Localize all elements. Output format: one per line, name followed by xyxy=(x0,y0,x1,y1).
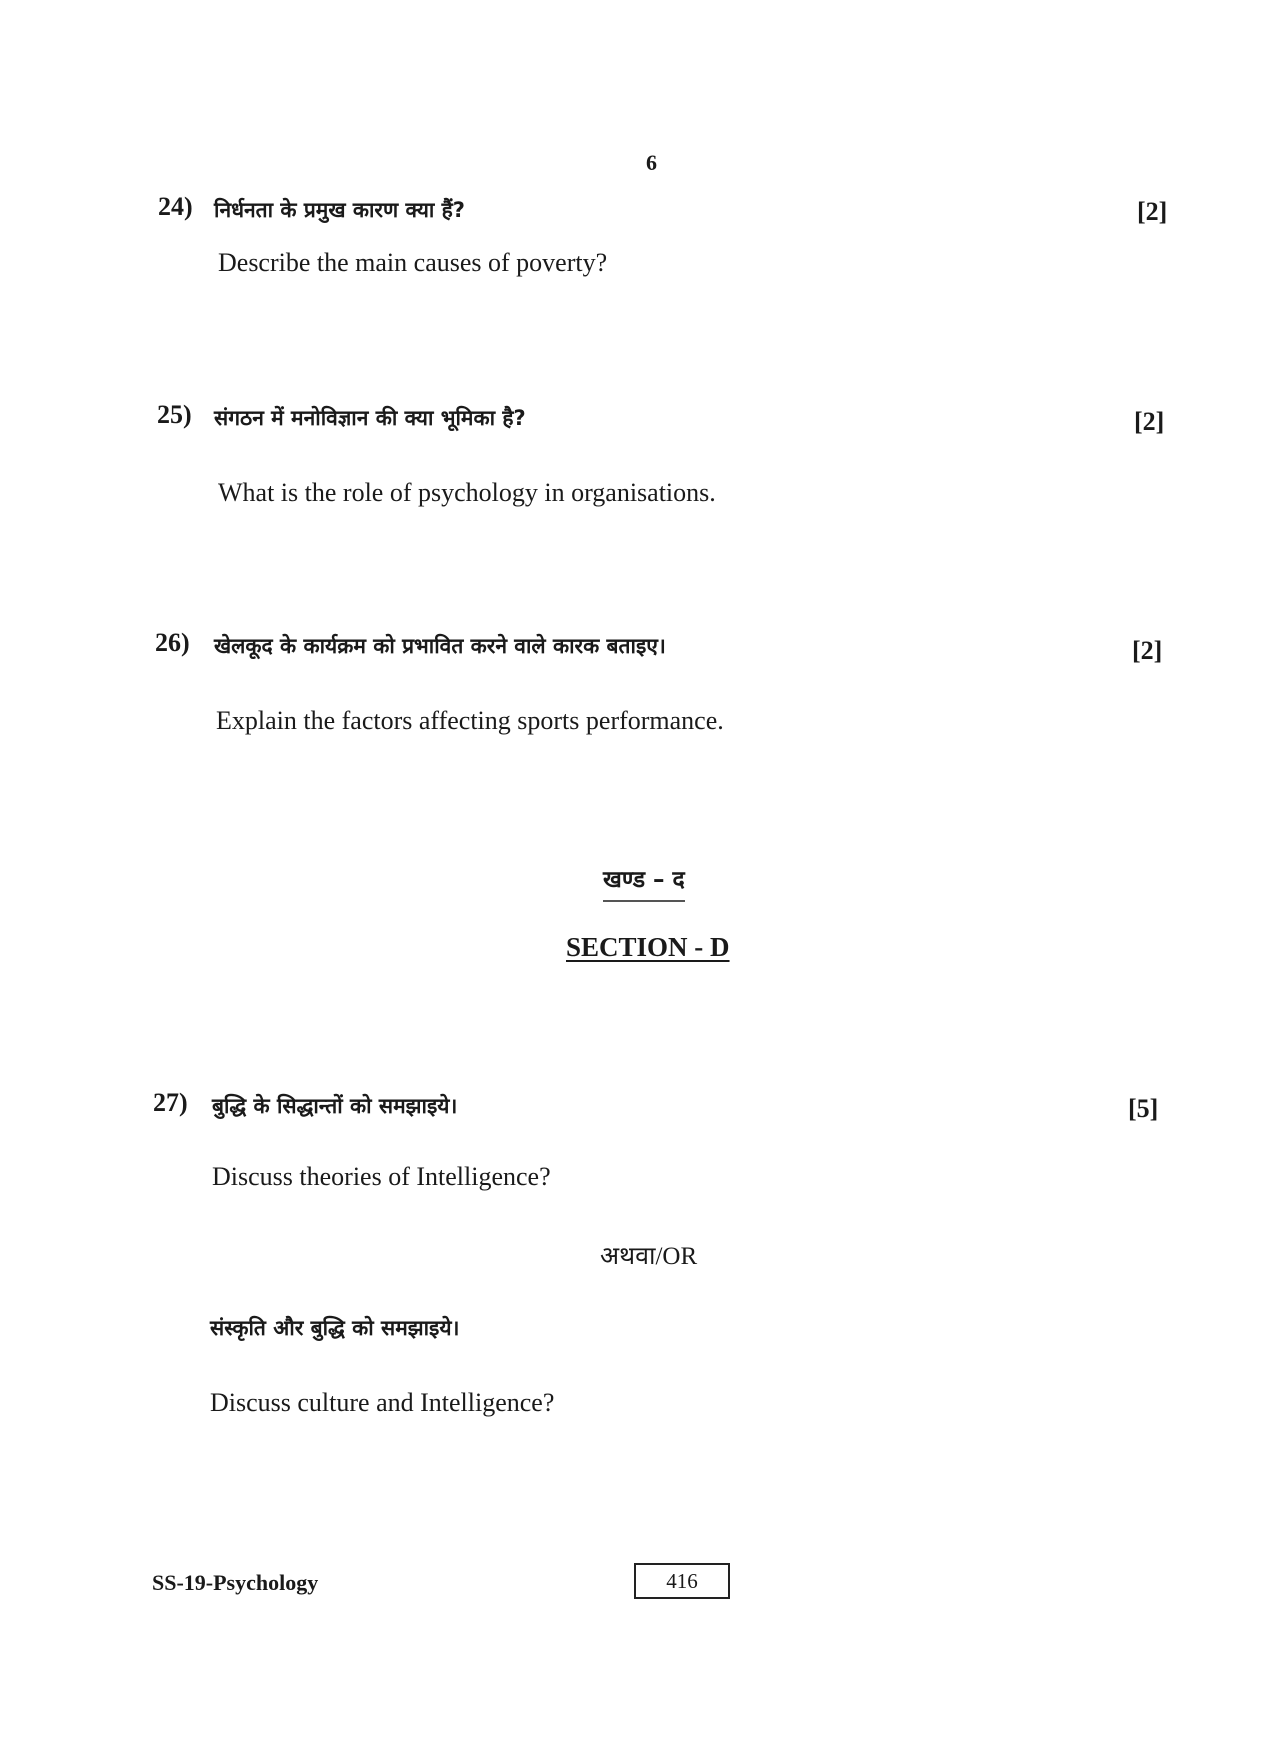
question-27-number: 27) xyxy=(153,1088,188,1117)
page-number: 6 xyxy=(646,150,657,175)
or-label: अथवा/OR xyxy=(600,1243,698,1270)
question-27-marks: [5] xyxy=(1128,1094,1159,1123)
footer-page-box: 416 xyxy=(634,1563,730,1599)
question-27-hindi: बुद्धि के सिद्धान्तों को समझाइये। xyxy=(212,1094,458,1118)
footer-paper-code: SS-19-Psychology xyxy=(152,1570,319,1595)
question-26-marks: [2] xyxy=(1132,636,1163,665)
question-24-number: 24) xyxy=(158,192,193,221)
question-27-english: Discuss theories of Intelligence? xyxy=(212,1162,551,1191)
question-25-english: What is the role of psychology in organisations. xyxy=(218,478,716,507)
question-26-number: 26) xyxy=(155,628,190,657)
question-24-english: Describe the main causes of poverty? xyxy=(218,248,608,277)
question-25-hindi: संगठन में मनोविज्ञान की क्या भूमिका है? xyxy=(214,406,526,430)
section-heading-english: SECTION - D xyxy=(566,932,730,962)
question-25-number: 25) xyxy=(157,400,192,429)
question-27-alt-hindi: संस्कृति और बुद्धि को समझाइये। xyxy=(210,1316,460,1340)
question-25-marks: [2] xyxy=(1134,407,1165,436)
question-24-marks: [2] xyxy=(1137,197,1168,226)
question-26-english: Explain the factors affecting sports performance. xyxy=(216,706,724,735)
section-heading-hindi: खण्ड – द xyxy=(603,862,685,902)
question-27-alt-english: Discuss culture and Intelligence? xyxy=(210,1388,555,1417)
question-24-hindi: निर्धनता के प्रमुख कारण क्या हैं? xyxy=(214,198,465,222)
question-26-hindi: खेलकूद के कार्यक्रम को प्रभावित करने वाले कारक बताइए। xyxy=(214,634,666,658)
